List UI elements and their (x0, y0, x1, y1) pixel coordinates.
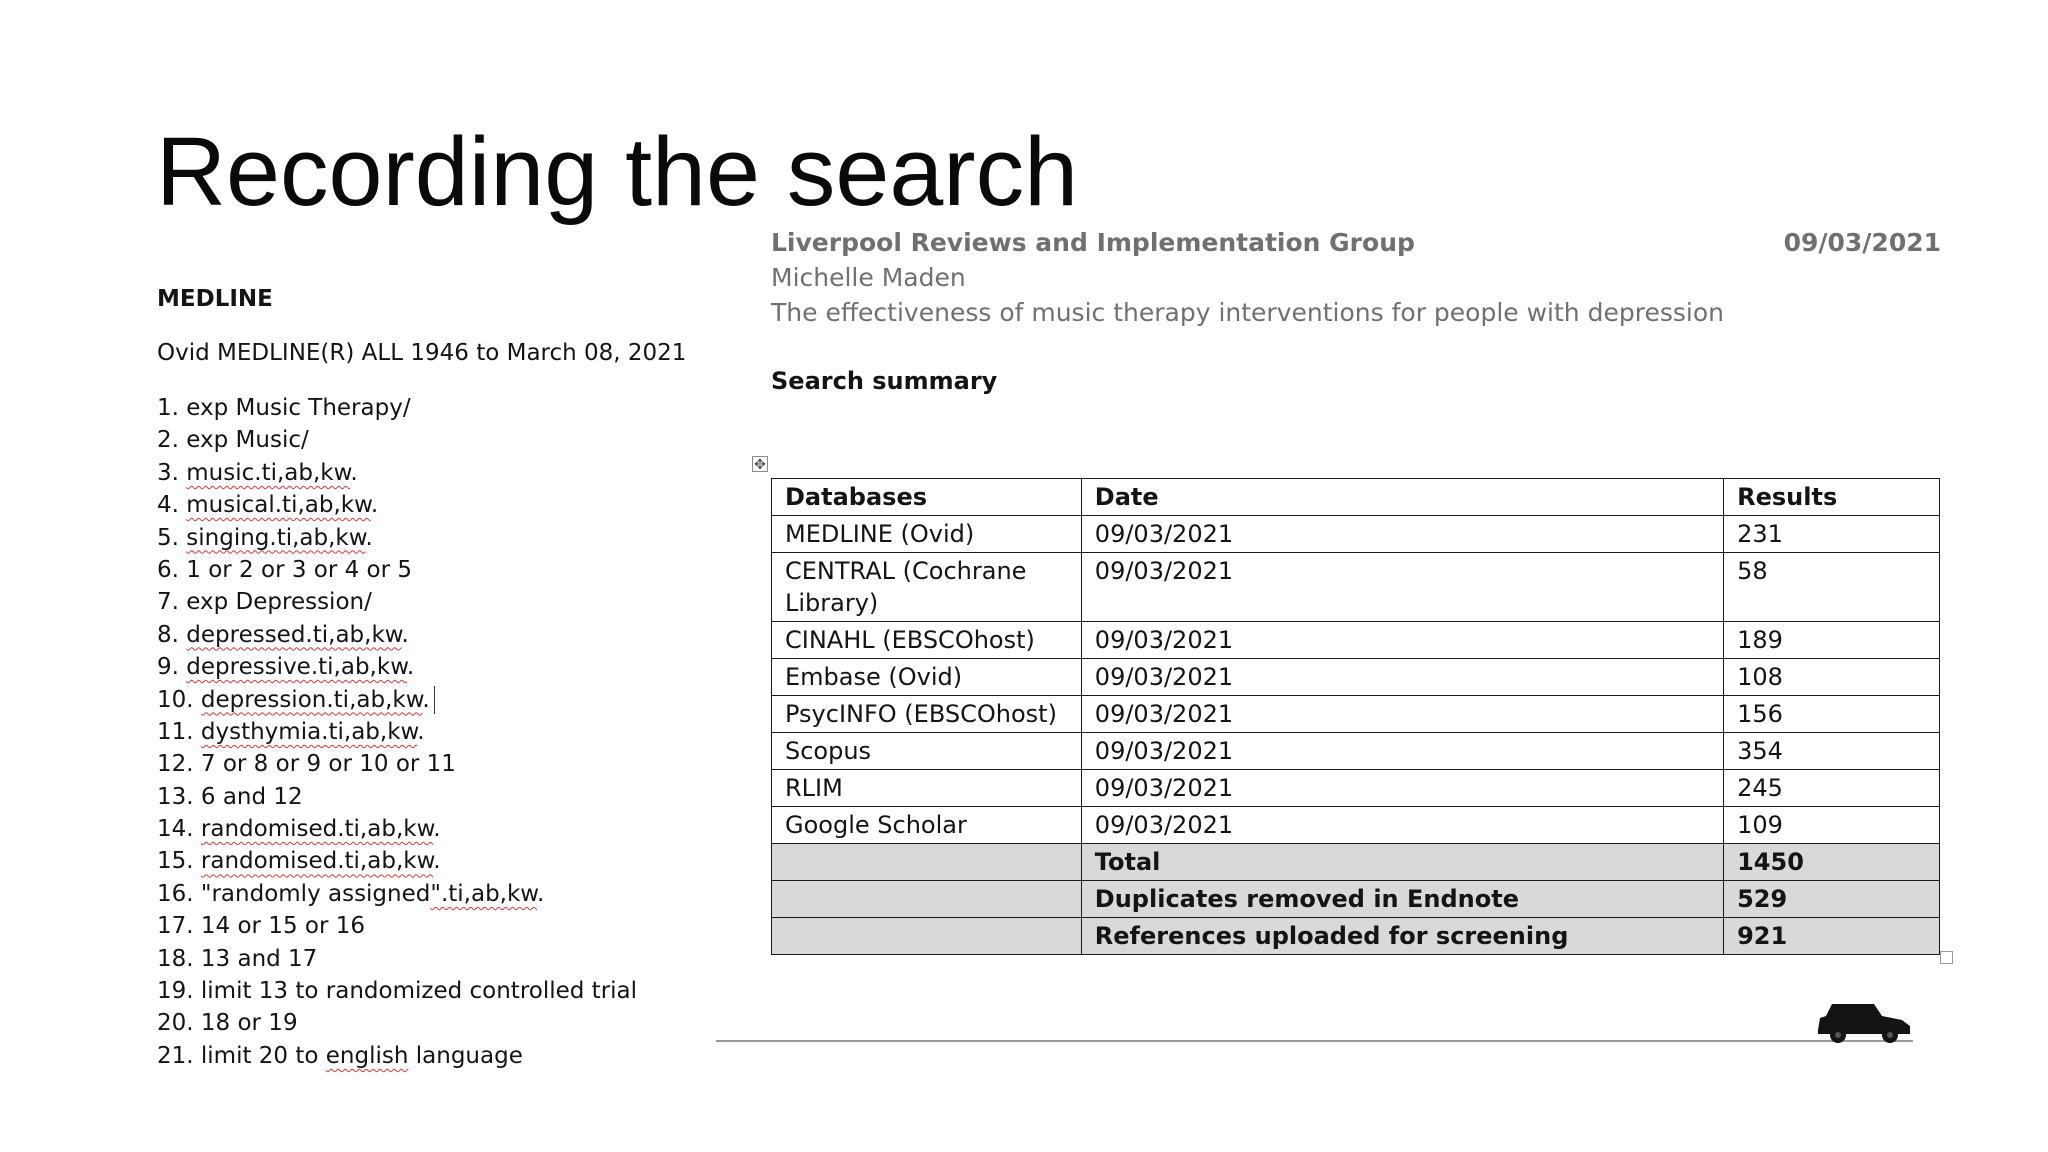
slide-title: Recording the search (156, 117, 1079, 226)
search-line (157, 1007, 717, 1039)
search-line (157, 781, 717, 813)
search-line-number: 17. (157, 913, 194, 940)
search-line-text: 6 and 12 (200, 783, 303, 810)
search-line-text: limit 13 to randomized controlled trial (200, 978, 638, 1005)
search-line (157, 554, 717, 586)
search-line-suffix: . (401, 621, 409, 648)
search-line-number: 18. (157, 945, 194, 972)
search-line-number: 9. (157, 654, 179, 681)
search-line-number: 6. (157, 556, 179, 583)
header-organisation: Liverpool Reviews and Implementation Group (771, 228, 1415, 257)
search-line-number: 21. (157, 1042, 194, 1069)
search-summary-label: Search summary (771, 367, 998, 395)
cell-database: Google Scholar (772, 807, 1082, 844)
search-line (157, 684, 717, 716)
search-line (157, 878, 717, 910)
cell-database: PsycINFO (EBSCOhost) (772, 696, 1082, 733)
search-line-suffix: language (408, 1042, 523, 1069)
search-line-term: depressed.ti,ab,kw (186, 621, 402, 648)
summary-total-row (772, 918, 1940, 955)
search-line (157, 457, 717, 489)
cell-results: 58 (1724, 553, 1940, 622)
search-line-suffix: . (417, 718, 425, 745)
search-line-number: 13. (157, 783, 194, 810)
empty-cell (772, 918, 1082, 955)
search-line-number: 4. (157, 492, 179, 519)
search-line-suffix: . (422, 686, 430, 713)
search-line-text: exp Depression/ (186, 589, 372, 616)
search-line-suffix: . (433, 848, 441, 875)
cell-database: RLIM (772, 770, 1082, 807)
search-line (157, 619, 717, 651)
search-line-term: ".ti,ab,kw (430, 880, 538, 907)
search-line-number: 7. (157, 589, 179, 616)
empty-cell (772, 844, 1082, 881)
search-line-suffix: . (537, 880, 545, 907)
search-line (157, 975, 717, 1007)
search-line-text: limit 20 to (200, 1042, 326, 1069)
column-header-date: Date (1081, 479, 1723, 516)
table-header-row (772, 479, 1940, 516)
search-line-suffix: . (406, 654, 415, 681)
search-line-number: 11. (157, 718, 194, 745)
search-line-number: 2. (157, 427, 179, 454)
search-line-text: "randomly assigned (200, 880, 431, 907)
search-line-text: exp Music Therapy/ (186, 395, 411, 421)
search-line-text: 13 and 17 (200, 945, 318, 972)
search-line-term: music.ti,ab,kw (186, 459, 351, 486)
summary-total-row (772, 844, 1940, 881)
cell-results: 108 (1724, 659, 1940, 696)
search-line (157, 392, 717, 424)
column-header-results: Results (1724, 479, 1940, 516)
cell-results: 109 (1724, 807, 1940, 844)
table-row (772, 553, 1940, 622)
total-label: Total (1081, 844, 1723, 881)
car-silhouette-icon (1816, 1000, 1912, 1044)
cell-date: 09/03/2021 (1081, 553, 1723, 622)
summary-total-row (772, 881, 1940, 918)
search-line (157, 943, 717, 975)
cell-results: 354 (1724, 733, 1940, 770)
table-row (772, 659, 1940, 696)
search-line-text: 14 or 15 or 16 (200, 913, 365, 940)
total-value: 529 (1724, 881, 1940, 918)
search-line-number: 19. (157, 978, 194, 1005)
search-line (157, 813, 717, 845)
cell-database: MEDLINE (Ovid) (772, 516, 1082, 553)
search-line-suffix: . (350, 459, 358, 486)
cell-date: 09/03/2021 (1081, 733, 1723, 770)
search-line-text: 1 or 2 or 3 or 4 or 5 (186, 556, 413, 583)
cell-results: 189 (1724, 622, 1940, 659)
search-line-term: musical.ti,ab,kw (186, 492, 371, 519)
search-line-number: 8. (157, 621, 179, 648)
header-date: 09/03/2021 (1783, 228, 1941, 257)
search-line (157, 716, 717, 748)
table-row (772, 770, 1940, 807)
search-line-number: 5. (157, 524, 179, 551)
total-value: 1450 (1724, 844, 1940, 881)
table-row (772, 807, 1940, 844)
document-header (771, 226, 1941, 330)
search-line-term: depression.ti,ab,kw (200, 686, 423, 713)
search-line-number: 16. (157, 880, 194, 907)
cell-date: 09/03/2021 (1081, 807, 1723, 844)
search-line-suffix: . (370, 492, 379, 519)
search-line-term: randomised.ti,ab,kw (200, 848, 434, 875)
table-row (772, 622, 1940, 659)
header-topic: The effectiveness of music therapy interventions for people with depression (771, 298, 1724, 327)
cell-database: CENTRAL (Cochrane Library) (772, 553, 1082, 622)
cell-database: Embase (Ovid) (772, 659, 1082, 696)
cell-date: 09/03/2021 (1081, 622, 1723, 659)
table-resize-handle-icon[interactable] (1940, 951, 1953, 964)
search-line (157, 1040, 717, 1072)
cell-database: CINAHL (EBSCOhost) (772, 622, 1082, 659)
search-line-number: 10. (157, 686, 194, 713)
search-line-text: exp Music/ (186, 427, 309, 454)
table-row (772, 733, 1940, 770)
cell-date: 09/03/2021 (1081, 770, 1723, 807)
text-cursor (434, 686, 435, 714)
search-line (157, 522, 717, 554)
search-line-suffix: . (365, 524, 373, 551)
search-line (157, 586, 717, 618)
table-row (772, 696, 1940, 733)
search-line-text: 7 or 8 or 9 or 10 or 11 (200, 751, 456, 778)
medline-heading: MEDLINE (157, 286, 273, 312)
cell-date: 09/03/2021 (1081, 516, 1723, 553)
header-author: Michelle Maden (771, 263, 966, 292)
search-line (157, 845, 717, 877)
footer-divider (716, 1040, 1913, 1042)
search-line-number: 12. (157, 751, 194, 778)
cell-date: 09/03/2021 (1081, 659, 1723, 696)
search-line-term: singing.ti,ab,kw (186, 524, 366, 551)
search-lines-list (157, 392, 717, 1072)
search-line-term: depressive.ti,ab,kw (186, 654, 407, 681)
total-label: References uploaded for screening (1081, 918, 1723, 955)
table-move-handle-icon[interactable]: ✥ (752, 456, 768, 472)
total-label: Duplicates removed in Endnote (1081, 881, 1723, 918)
cell-results: 231 (1724, 516, 1940, 553)
search-line-term: english (325, 1042, 409, 1069)
cell-date: 09/03/2021 (1081, 696, 1723, 733)
total-value: 921 (1724, 918, 1940, 955)
cell-results: 245 (1724, 770, 1940, 807)
search-line-number: 14. (157, 816, 194, 843)
search-line (157, 424, 717, 456)
search-line-number: 20. (157, 1010, 194, 1037)
search-summary-table (771, 478, 1940, 955)
cell-results: 156 (1724, 696, 1940, 733)
search-line (157, 489, 717, 521)
empty-cell (772, 881, 1082, 918)
search-line (157, 748, 717, 780)
search-line-number: 1. (157, 395, 179, 421)
search-line (157, 651, 717, 683)
search-line-number: 3. (157, 459, 179, 486)
table-row (772, 516, 1940, 553)
medline-search-strategy (157, 284, 717, 1072)
search-line-text: 18 or 19 (200, 1010, 298, 1037)
medline-source: Ovid MEDLINE(R) ALL 1946 to March 08, 2021 (157, 340, 687, 366)
search-line (157, 910, 717, 942)
search-line-term: randomised.ti,ab,kw (200, 816, 434, 843)
search-line-suffix: . (433, 816, 441, 843)
column-header-databases: Databases (772, 479, 1082, 516)
search-line-term: dysthymia.ti,ab,kw (200, 718, 418, 745)
search-line-number: 15. (157, 848, 194, 875)
cell-database: Scopus (772, 733, 1082, 770)
